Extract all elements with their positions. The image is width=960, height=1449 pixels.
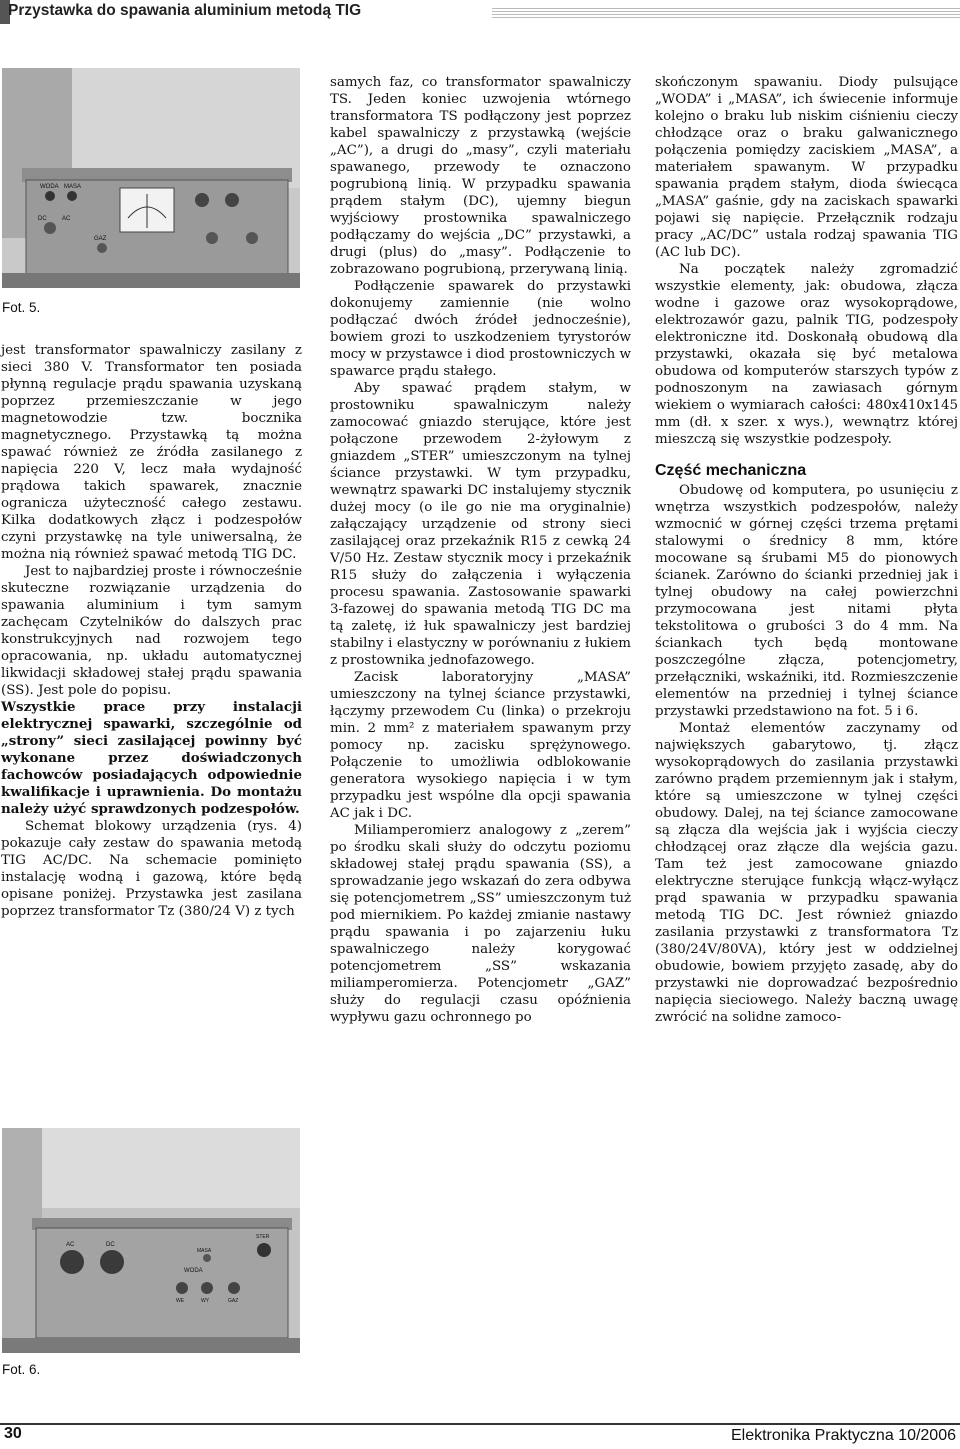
paragraph: Aby spawać prądem stałym, w prostowniku spawalniczym należy zamocować gniazdo sterujące, które jest połączone przewodem 2-żyłowym z gniazdem „STER” umieszczonym na tylnej ściance przystawki. W tym przypadku, wewnątrz spawarki DC instalujemy stycznik dużej mocy (o ile go nie ma oryginalnie) załączający urządzenie od strony sieci zasilającej oraz przekaźnik R15 z cewką 24 V/50 Hz. Zestaw stycznik mocy i przekaźnik R15 służy do załączenia i wyłączenia procesu spawania. Zastosowanie spawarki 3-fazowej do spawania metodą TIG DC ma tą zaletę, iż łuk spawalniczy jest bardziej stabilny i elastyczny w porównaniu z łukiem z prostownika jednofazowego.	[330, 381, 631, 668]
paragraph: Podłączenie spawarek do przystawki dokonujemy zamiennie (nie wolno podłączać dwóch źródeł jednocześnie), bowiem grozi to uszkodzeniem tyrystorów mocy w przystawce i diod prostowniczych w spawarce prądu stałego.	[330, 279, 631, 379]
photo-5	[2, 68, 300, 288]
label-wy: WY	[201, 1298, 210, 1304]
label-ster: STER	[256, 1234, 270, 1240]
label-masa: MASA	[64, 184, 82, 190]
paragraph: samych faz, co transformator spawalniczy TS. Jeden koniec uzwojenia wtórnego transformatora TS podłączony jest poprzez kabel spawalniczy z przystawką (wejście „AC”), a drugi do „masy”, czyli materiału spawanego, przewody te oznaczono pogrubioną linią. W przypadku spawania prądem stałym (DC), ujemny biegun wyjściowy prostownika spawalniczego podłączamy do wejścia „DC” przystawki, a drugi (plus) do „masy”. Podłączenie to zobrazowano pogrubioną, przerywaną linią.	[330, 75, 631, 277]
label-woda-rear: WODA	[184, 1268, 203, 1274]
label-we: WE	[176, 1298, 185, 1304]
column-3	[655, 74, 958, 1026]
label-dc: DC	[38, 216, 47, 222]
photo-6	[2, 1128, 300, 1353]
label-ac-rear: AC	[66, 1242, 75, 1248]
footer-rule	[0, 1423, 960, 1425]
paragraph: Jest to najbardziej proste i równocześnie skuteczne rozwiązanie urządzenia do spawania aluminium i tym samym zachęcam Czytelników do dalszych prac konstrukcyjnych nad rozwojem tego opracowania, np. układu automatycznej likwidacji składowej stałej prądu spawania (SS). Jest pole do popisu.	[1, 564, 302, 698]
page-title: Przystawka do spawania aluminium metodą TIG	[8, 2, 362, 19]
page-number: 30	[4, 1425, 22, 1442]
journal-name: Elektronika Praktyczna 10/2006	[730, 1427, 956, 1444]
caption-fot-5: Fot. 5.	[2, 300, 41, 315]
column-1	[1, 342, 302, 920]
caption-fot-6: Fot. 6.	[2, 1362, 41, 1377]
label-dc-rear: DC	[106, 1242, 115, 1248]
warning-paragraph: Wszystkie prace przy instalacji elektrycznej spawarki, szczególnie od „strony” sieci zasilającej powinny być wykonane przez doświadczonych fachowców posiadających odpowiednie kwalifikacje i uprawnienia. Do montażu należy użyć sprawdzonych podzespołów.	[1, 699, 302, 817]
header-rule	[492, 8, 960, 18]
label-gaz: GAZ	[94, 236, 107, 242]
label-ac: AC	[62, 216, 71, 222]
paragraph: Na początek należy zgromadzić wszystkie elementy, jak: obudowa, złącza wodne i gazowe oraz wysokoprądowe, elektrozawór gazu, palnik TIG, podzespoły elektroniczne itd. Doskonałą obudową dla przystawki, okazała się być metalowa obudowa od komputerów starszych typów z podnoszonym na zawiasach górnym wiekiem o wymiarach całości: 480x410x145 mm (dł. x szer. x wys.), wewnątrz której mieszczą się wszystkie podzespoły.	[655, 262, 958, 447]
label-gaz-rear: GAZ	[228, 1298, 239, 1304]
paragraph: Obudowę od komputera, po usunięciu z wnętrza wszystkich podzespołów, należy wzmocnić w górnej części trzema prętami stalowymi o średnicy 8 mm, które mocowane są śrubami M5 do pionowych ścianek. Zarówno do ścianki przedniej jak i tylnej obudowy na całej powierzchni przymocowana jest nitami płyta tekstolitowa o grubości 3 do 4 mm. Na ściankach tych będą montowane poszczególne złącza, potencjometry, przełączniki, wskaźniki, itd. Rozmieszczenie elementów na przedniej i tylnej ściance przystawki przedstawiono na fot. 5 i 6.	[655, 483, 958, 719]
paragraph: Schemat blokowy urządzenia (rys. 4) pokazuje cały zestaw do spawania metodą TIG AC/DC. Na schemacie pominięto instalację wodną i gazową, które będą opisane poniżej. Przystawka jest zasilana poprzez transformator Tz (380/24 V) z tych	[1, 819, 302, 919]
label-masa-rear: MASA	[197, 1248, 212, 1254]
paragraph: jest transformator spawalniczy zasilany z sieci 380 V. Transformator ten posiada płynną regulacje prądu spawania uzyskaną poprzez przemieszczanie w jego magnetowodzie tzw. bocznika magnetycznego. Przystawką tą można spawać również ze źródła zasilanego z napięcia 220 V, lecz mała wydajność prądowa takich spawarek, znacznie ogranicza użyteczność całego zestawu. Kilka dodatkowych złącz i podzespołów czyni przystawkę na tyle uniwersalną, że można nią również spawać metodą TIG DC.	[1, 343, 302, 562]
paragraph: Zacisk laboratoryjny „MASA” umieszczony na tylnej ściance przystawki, łączymy przewodem Cu (linka) o przekroju min. 2 mm² z materiałem spawanym przy pomocy np. zacisku sprężynowego. Połączenie to umożliwia odblokowanie generatora wysokiego napięcia i w tym przypadku jest wspólne dla opcji spawania AC jak i DC.	[330, 670, 631, 821]
column-2	[330, 74, 631, 1026]
label-woda: WODA	[40, 184, 59, 190]
paragraph: Miliamperomierz analogowy z „zerem” po środku skali służy do odczytu poziomu składowej stałej prądu spawania (SS), a sprowadzanie jego wskazań do zera odbywa się potencjometrem „SS” umieszczonym tuż pod miernikiem. Po każdej zmianie nastawy prądu spawania i po zajarzeniu łuku spawalniczego należy korygować potencjometrem „SS” wskazania miliamperomierza. Potencjometr „GAZ” służy do regulacji czasu opóźnienia wypływu gazu ochronnego po	[330, 823, 631, 1025]
paragraph: Montaż elementów zaczynamy od największych gabarytowo, tj. złącz wysokoprądowych do zasilania przystawki zarówno prądem przemiennym jak i stałym, które są umieszczone w tylnej części obudowy. Dalej, na tej ściance zamocowane są złącza dla wejścia jak i wyjścia cieczy chłodzącej oraz złącze dla wejścia gazu. Tam też jest zamocowane gniazdo elektryczne sterujące funkcją włącz-wyłącz prąd spawania w przypadku spawania metodą TIG DC. Jest również gniazdo zasilania przystawki z transformatora Tz (380/24V/80VA), który jest w oddzielnej obudowie, bowiem przyjęto zasadę, aby do przystawki nie doprowadzać bezpośrednio napięcia sieciowego. Należy baczną uwagę zwrócić na solidne zamoco-	[655, 721, 958, 1025]
section-heading: Część mechaniczna	[655, 462, 807, 479]
paragraph: skończonym spawaniu. Diody pulsujące „WODA” i „MASA”, ich świecenie informuje kolejno o braku lub niskim ciśnieniu cieczy chłodzące oraz o braku galwanicznego połączenia pomiędzy zaciskiem „MASA”, a materiałem spawanym. W przypadku spawania prądem stałym, dioda świecąca „MASA” gaśnie, gdy na zaciskach spawarki pojawi się napięcie. Przełącznik rodzaju pracy „AC/DC” ustala rodzaj spawania TIG (AC lub DC).	[655, 75, 958, 260]
